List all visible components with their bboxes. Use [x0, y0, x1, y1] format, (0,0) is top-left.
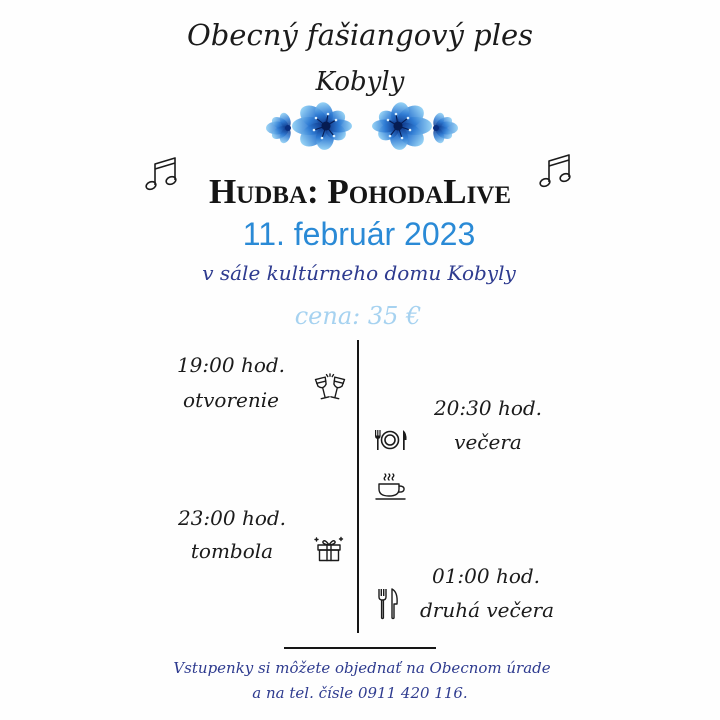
ticket-price: cena: 35 €	[294, 302, 422, 330]
event-date: 11. február 2023	[242, 216, 476, 252]
schedule-label-dinner: večera	[454, 430, 522, 454]
blue-flowers-decoration	[262, 92, 462, 164]
schedule-time-raffle: 23:00 hod.	[177, 506, 287, 530]
flower-left-icon	[266, 101, 352, 152]
poster-title: Obecný fašiangový ples	[186, 18, 534, 52]
gift-icon	[314, 536, 344, 562]
champagne-glasses-icon	[313, 373, 347, 403]
coffee-cup-icon	[374, 472, 408, 502]
footer-phone-info: a na tel. čísle 0911 420 116.	[252, 684, 468, 702]
schedule-label-second-dinner: druhá večera	[419, 598, 555, 622]
timeline-divider	[357, 340, 359, 633]
footer-divider	[284, 647, 436, 649]
event-venue: v sále kultúrneho domu Kobyly	[202, 261, 516, 285]
music-band-heading: Hudba: PohodaLive	[208, 172, 512, 211]
schedule-time-dinner: 20:30 hod.	[433, 396, 543, 420]
schedule-label-raffle: tombola	[190, 539, 274, 563]
plate-cutlery-icon	[372, 428, 408, 452]
flower-right-icon	[372, 101, 458, 152]
schedule-time-opening: 19:00 hod.	[176, 353, 286, 377]
footer-tickets-info: Vstupenky si môžete objednať na Obecnom úrade	[173, 659, 551, 677]
schedule-label-opening: otvorenie	[183, 388, 279, 412]
village-name: Kobyly	[315, 67, 405, 97]
fork-knife-icon	[377, 588, 399, 620]
schedule-time-second-dinner: 01:00 hod.	[431, 564, 541, 588]
